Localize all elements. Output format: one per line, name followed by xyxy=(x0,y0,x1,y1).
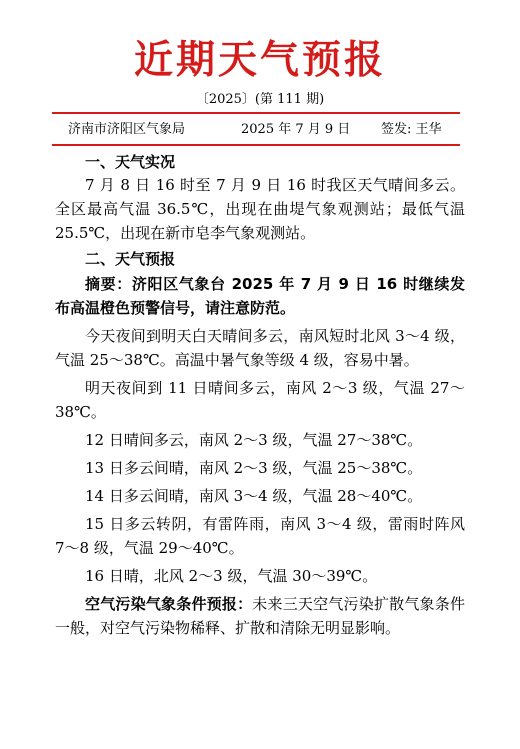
forecast-paragraph-day-13: 13 日多云间晴，南风 2～3 级，气温 25～38℃。 xyxy=(85,459,423,477)
section-heading-observed: 一、天气实况 xyxy=(85,153,176,171)
section-heading-forecast: 二、天气预报 xyxy=(85,250,176,268)
forecast-summary xyxy=(55,272,465,320)
forecast-paragraph-day-12: 12 日晴间多云，南风 2～3 级，气温 27～38℃。 xyxy=(85,431,423,449)
issue-date: 2025 年 7 月 9 日 xyxy=(241,122,351,137)
signer: 签发: 王华 xyxy=(381,122,442,137)
forecast-paragraph-day-16: 16 日晴，北风 2～3 级，气温 30～39℃。 xyxy=(85,567,378,585)
air-quality-text: 未来三天空气污染扩散气象条件一般，对空气污染物稀释、扩散和清除无明显影响。 xyxy=(55,595,465,637)
forecast-paragraph-day-15: 15 日多云转阴，有雷阵雨，南风 3～4 级，雷雨时阵风 7～8 级，气温 29～40℃。 xyxy=(55,515,465,557)
issuing-organization: 济南市济阳区气象局 xyxy=(68,122,186,137)
forecast-paragraph-day-11: 明天夜间到 11 日晴间多云，南风 2～3 级，气温 27～38℃。 xyxy=(55,379,465,421)
forecast-paragraph-day-14: 14 日多云间晴，南风 3～4 级，气温 28～40℃。 xyxy=(85,487,423,505)
forecast-summary-text: 摘要：济阳区气象台 2025 年 7 月 9 日 16 时继续发布高温橙色预警信号，请注意防范。 xyxy=(55,275,465,317)
air-quality-label: 空气污染气象条件预报： xyxy=(85,595,253,613)
bulletin-title: 近期天气预报 xyxy=(133,37,386,83)
header-rule-top xyxy=(52,112,460,114)
air-quality-forecast xyxy=(55,592,465,640)
issue-number: 〔2025〕(第 111 期) xyxy=(195,92,325,107)
observed-text: 7 月 8 日 16 时至 7 月 9 日 16 时我区天气晴间多云。全区最高气温 36.5℃，出现在曲堤气象观测站；最低气温 25.5℃，出现在新市皂李气象观测站。 xyxy=(55,176,465,242)
bulletin-body xyxy=(55,151,465,640)
forecast-paragraph-tonight: 今天夜间到明天白天晴间多云，南风短时北风 3～4 级，气温 25～38℃。高温中暑气象等级 4 级，容易中暑。 xyxy=(55,327,465,369)
header-rule-bottom xyxy=(52,144,460,146)
